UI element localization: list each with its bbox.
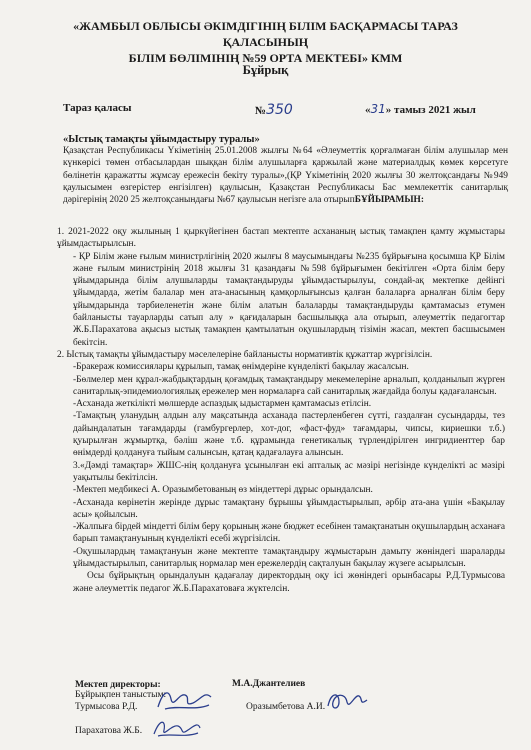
paragraph-2-item-2: -Бөлмелер мен құрал-жабдықтардың қоғамдық тамақтандыру мекемелеріне арналып, қолданылып жүрген санитарлық-эпидемиологиялық ережелер мен нормаларға сай санитарлық жағдайда болуы қадағалансын. (73, 374, 505, 397)
paragraph-3-item-3: -Жалпыға бірдей міндетті білім беру қорының және бюджет есебінен тамақтанатын оқушылардың асханаға барып тамақтануының күнделікті есебі жүргізілсін. (73, 522, 505, 545)
date-open-quote: « (365, 104, 371, 116)
paragraph-3-item-1: -Мектеп медбикесі А. Оразымбетованың өз міндеттері дұрыс орындалсын. (73, 485, 373, 496)
preamble-text: Қазақстан Республикасы Үкіметінің 25.01.2008 жылғы №64 «Әлеуметтік қорғалмаған білім алушылар мен күнкөрісі төмен отбасылардан шыққан білім алушыларға қаржылай және материалдық көмек көрсетуге бөлінетін қаражатты жұмсау ережесін бекіту туралы»,(ҚР Үкіметінің 2020 жылғы 30 желтоқсандағы №949 қаулысымен өзгерістер енгізілген) қаулысын, Қазақстан Республикасы Бас мемлекеттік санитарлық дәрігерінің 2020 25 желтоқсанындағы №67 қаулысын негізге ала отырып (63, 146, 508, 206)
paragraph-2-item-3: -Асханада жеткілікті мөлшерде аспаздық ыдыстармен қамтамасыз етілсін. (73, 399, 372, 410)
paragraph-2-item-1: -Бракераж комиссиялары құрылып, тамақ өнімдеріне күнделікті бақылау жасалсын. (73, 362, 409, 373)
paragraph-2: 2. Ыстық тамақты ұйымдастыру мәселелеріне байланысты нормативтік құжаттар жүргізілсін. (57, 349, 433, 360)
control-paragraph: Осы бұйрықтың орындалуын қадағалау директордың оқу ісі жөніндегі орынбасары Р.Д.Турмысова және әлеуметтік педагог Ж.Б.Парахатоваға жүктелсін. (73, 571, 505, 594)
preamble (63, 145, 508, 206)
issue-city: Тараз қаласы (63, 102, 132, 114)
header-line-1: «ЖАМБЫЛ ОБЛЫСЫ ӘКІМДІГІНІҢ БІЛІМ БАСҚАРМАСЫ ТАРАЗ ҚАЛАСЫНЫҢ (73, 19, 458, 49)
date-month-year: » тамыз 2021 жыл (385, 104, 476, 116)
signer-parakhatova: Парахатова Ж.Б. (75, 726, 143, 736)
paragraph-3-item-2: -Асханада көрінетін жерінде дұрыс тамақтану бұрышы ұйымдастырылып, әрбір ата-ана үшін «Бақылау асы» қойылсын. (73, 497, 505, 520)
order-body (57, 226, 505, 595)
order-number (255, 102, 293, 118)
paragraph-1-detail: - ҚР Білім және ғылым министрлігінің 2020 жылғы 8 маусымындағы №235 бұйрығына қосымша ҚР Білім және ғылым министрінің 2018 жылғы 31 қазандағы №598 бұйрығымен бекітілген «Орта білім беру ұйымдарында білім алушыларды тамақтандыруды ұйымдастырылуы, сондай-ақ мектепке дейінгі ұйымдарда, жетім балалар мен ата-анасының қамқорлығынсыз қалған балаларға арналған білім беру ұйымдарында тәрбиеленетін және білім алатын балаларды тамақтандыруды қамтамасыз етумен байланысты тауарларды сатып алу » қағидаларын басшылыққа ала отырып, әлеуметтік педагогтар Ж.Б.Парахатова ақысыз ыстық тамақпен қамтылатын оқушылардың тізімін жасап, мектеп басшысымен бекітсін. (73, 251, 505, 348)
signer-orazymbetova: Оразымбетова А.И. (246, 702, 326, 712)
order-subject: «Ыстық тамақты ұйымдастыру туралы» (63, 134, 260, 145)
signature-turmysova (155, 687, 215, 713)
organization-header (30, 18, 501, 66)
number-sign: № (255, 105, 267, 117)
director-label-text: Мектеп директоры: (75, 680, 161, 690)
order-date (365, 102, 476, 116)
acquainted-label: Бұйрықпен таныстым: (75, 690, 167, 700)
header-line-2: БІЛІМ БӨЛІМІНІҢ №59 ОРТА МЕКТЕБІ» КММ (128, 51, 403, 65)
paragraph-1: 1. 2021-2022 оқу жылының 1 қыркүйегінен бастап мектепте асхананың ыстық тамақпен қамту жұмыстары ұйымдастырылсын. (57, 227, 505, 250)
order-word: БҰЙЫРАМЫН: (354, 195, 424, 206)
signature-orazymbetova (325, 688, 371, 714)
paragraph-2-item-4: -Тамақтың уланудың алдын алу мақсатында асханада пастерленбеген сүтті, газдалған сусындарды, тез дайындалатын тағамдарды (гамбургерлер, хот-дог, «фаст-фуд» тағамдары, чипсы, кириешки т.б.) қуырылған жұмыртқа, бәліш және т.б. құрамында генетикалық түрлендірілген ингридиенттер бар өнімдерді қолдануға тыйым салынсын, қатаң қадағалауға алынсын. (73, 411, 505, 459)
signature-parakhatova (150, 716, 204, 740)
document-type-title: Бұйрық (242, 63, 289, 77)
director-name: М.А.Джантелиев (232, 679, 306, 689)
handwritten-day: 31 (370, 102, 386, 116)
signer-turmysova: Турмысова Р.Д. (75, 702, 138, 712)
paragraph-3-item-4: -Оқушылардың тамақтануын және мектепте тамақтандыру жұмыстарын дамыту жөніндегі шараларды ұйымдастырылып, санитарлық нормалар мен ережелердің сақталуын бақылау жүзеге асырылсын. (73, 546, 505, 570)
paragraph-3: 3.«Дәмді тамақтар» ЖШС-нің қолдануға ұсынылған екі апталық ас мәзірі негізінде күнделікті ас мәзірі уақытылы бекітілсін. (73, 460, 505, 483)
handwritten-order-number: 350 (266, 102, 293, 118)
